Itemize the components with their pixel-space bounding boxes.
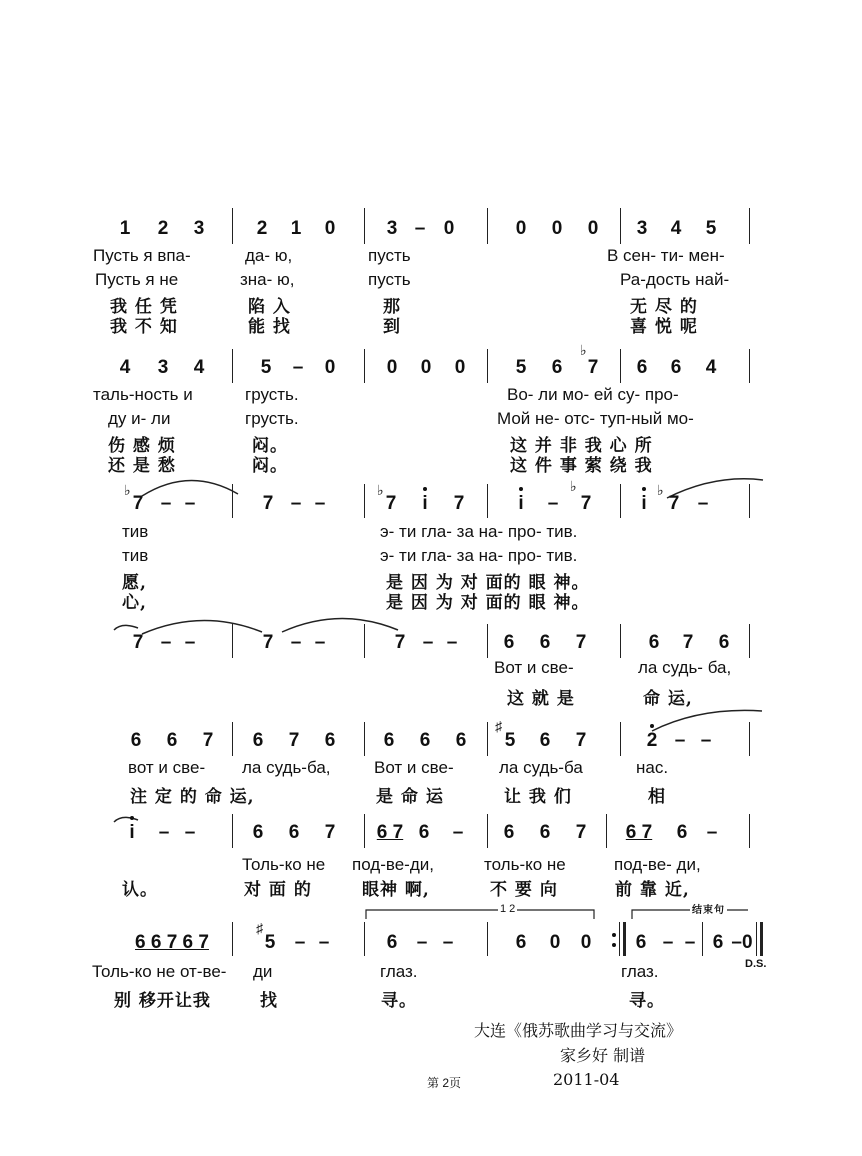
lyric-zh: 相 bbox=[648, 787, 666, 807]
note: 7 bbox=[132, 493, 144, 514]
lyric-ru: Во- ли мо- ей су- про- bbox=[507, 385, 679, 404]
note: 0 bbox=[420, 357, 432, 378]
note: 5 bbox=[504, 730, 516, 751]
note: 7 bbox=[580, 493, 592, 514]
barline bbox=[620, 722, 621, 756]
note: – bbox=[446, 632, 458, 653]
lyric-zh: 能 找 bbox=[248, 317, 291, 337]
barline bbox=[364, 922, 365, 956]
barline bbox=[487, 922, 488, 956]
note: 0 bbox=[549, 932, 561, 953]
lyric-zh: 这 就 是 bbox=[507, 689, 575, 709]
lyric-ru: э- ти гла- за на- про- тив. bbox=[380, 546, 578, 565]
note: 6 bbox=[636, 357, 648, 378]
note: 7 bbox=[575, 822, 587, 843]
lyric-ru: тив bbox=[122, 546, 149, 565]
note: 3 bbox=[636, 218, 648, 239]
tie-arc bbox=[140, 614, 265, 638]
barline bbox=[487, 722, 488, 756]
note: 6 bbox=[712, 932, 724, 953]
sharp-sign: ♯ bbox=[256, 920, 263, 936]
barline bbox=[487, 814, 488, 848]
sharp-sign: ♯ bbox=[495, 718, 502, 734]
lyric-zh: 无 尽 的 bbox=[630, 297, 698, 317]
note: 6 bbox=[539, 822, 551, 843]
flat-sign: ♭ bbox=[570, 478, 577, 494]
barline bbox=[364, 624, 365, 658]
lyric-zh: 闷。 bbox=[252, 436, 288, 456]
lyric-ru: нас. bbox=[636, 758, 669, 777]
lyric-zh: 寻。 bbox=[629, 991, 665, 1011]
lyric-zh: 还 是 愁 bbox=[108, 456, 176, 476]
barline bbox=[606, 814, 607, 848]
note: – bbox=[184, 493, 196, 514]
lyric-zh: 我 不 知 bbox=[110, 317, 178, 337]
lyric-zh: 找 bbox=[260, 991, 278, 1011]
lyric-ru: вот и све- bbox=[128, 758, 206, 777]
high-octave-dot bbox=[650, 724, 654, 728]
lyric-ru: ду и- ли bbox=[108, 409, 171, 428]
note: 6 bbox=[252, 822, 264, 843]
lyric-ru: тив bbox=[122, 522, 149, 541]
note: 1 bbox=[290, 218, 302, 239]
note: i bbox=[518, 493, 524, 514]
barline bbox=[232, 922, 233, 956]
high-octave-dot bbox=[519, 487, 523, 491]
volta-numbers: 1 2 bbox=[500, 903, 516, 915]
barline bbox=[364, 814, 365, 848]
lyric-zh: 别 移开让我 bbox=[114, 991, 211, 1011]
note: – bbox=[314, 493, 326, 514]
note: – bbox=[160, 632, 172, 653]
lyric-ru: Мой не- отс- туп-ный мо- bbox=[497, 409, 694, 428]
lyric-zh: 伤 感 烦 bbox=[108, 436, 176, 456]
note: 6 bbox=[551, 357, 563, 378]
flat-sign: ♭ bbox=[580, 342, 587, 358]
repeat-dot bbox=[612, 943, 616, 947]
note: 4 bbox=[705, 357, 717, 378]
lyric-zh: 是 命 运 bbox=[376, 787, 444, 807]
lyric-zh: 愿, bbox=[122, 573, 147, 593]
note: 6 bbox=[539, 730, 551, 751]
note: – bbox=[314, 632, 326, 653]
lyric-zh: 闷。 bbox=[252, 456, 288, 476]
note: 4 bbox=[670, 218, 682, 239]
note: 6 7 bbox=[376, 822, 404, 843]
lyric-zh: 眼神 啊, bbox=[362, 880, 430, 900]
note: 5 bbox=[260, 357, 272, 378]
note: – bbox=[184, 822, 196, 843]
note: – bbox=[290, 632, 302, 653]
date-label: 2011-04 bbox=[553, 1070, 620, 1089]
high-octave-dot bbox=[642, 487, 646, 491]
note: 6 bbox=[419, 730, 431, 751]
end-phrase-label: 结束句 bbox=[690, 901, 727, 916]
note: – bbox=[452, 822, 464, 843]
barline bbox=[364, 722, 365, 756]
note: 7 bbox=[262, 493, 274, 514]
note: 6 bbox=[670, 357, 682, 378]
barline bbox=[702, 922, 703, 956]
lyric-ru: Вот и све- bbox=[374, 758, 454, 777]
lyric-ru: Толь-ко не bbox=[242, 855, 326, 874]
volta-bracket bbox=[364, 905, 596, 921]
barline bbox=[232, 484, 233, 518]
lyric-zh: 让 我 们 bbox=[504, 787, 572, 807]
lyric-ru: глаз. bbox=[621, 962, 659, 981]
lyric-zh: 这 并 非 我 心 所 bbox=[510, 436, 653, 456]
note: 6 bbox=[455, 730, 467, 751]
lyric-zh: 注 定 的 命 运, bbox=[130, 787, 255, 807]
note: 6 bbox=[386, 932, 398, 953]
note: 6 7 bbox=[625, 822, 653, 843]
note: 2 bbox=[157, 218, 169, 239]
note: 6 6 7 6 7 bbox=[135, 932, 209, 953]
lyric-ru: Пусть я не bbox=[95, 270, 179, 289]
note: 6 bbox=[288, 822, 300, 843]
lyric-ru: под-ве-ди, bbox=[352, 855, 434, 874]
barline bbox=[623, 922, 626, 956]
lyric-ru: ди bbox=[253, 962, 273, 981]
note: 0 bbox=[324, 218, 336, 239]
lyric-ru: глаз. bbox=[380, 962, 418, 981]
repeat-dot bbox=[612, 933, 616, 937]
note: 0 bbox=[515, 218, 527, 239]
lyric-ru: да- ю, bbox=[245, 246, 293, 265]
note: 6 bbox=[539, 632, 551, 653]
lyric-zh: 认。 bbox=[122, 880, 158, 900]
note: i bbox=[641, 493, 647, 514]
note: – bbox=[700, 730, 712, 751]
note: 3 bbox=[386, 218, 398, 239]
lyric-zh: 心, bbox=[122, 593, 147, 613]
flat-sign: ♭ bbox=[377, 482, 384, 498]
note: 6 bbox=[635, 932, 647, 953]
lyric-zh: 我 任 凭 bbox=[110, 297, 178, 317]
lyric-ru: Вот и све- bbox=[494, 658, 574, 677]
note: 6 bbox=[515, 932, 527, 953]
lyric-ru: ла судь-ба, bbox=[242, 758, 331, 777]
lyric-zh: 是 因 为 对 面的 眼 神。 bbox=[386, 573, 590, 593]
note: – bbox=[442, 932, 454, 953]
note: 3 bbox=[157, 357, 169, 378]
lyric-zh: 那 bbox=[383, 297, 401, 317]
barline bbox=[749, 722, 750, 756]
lyric-ru: грусть. bbox=[245, 409, 299, 428]
note: 6 bbox=[718, 632, 730, 653]
note: 6 bbox=[383, 730, 395, 751]
note: – bbox=[422, 632, 434, 653]
note: 5 bbox=[264, 932, 276, 953]
lyric-zh: 这 件 事 萦 绕 我 bbox=[510, 456, 653, 476]
lyric-ru: таль-ность и bbox=[93, 385, 193, 404]
lyric-zh: 对 面 的 bbox=[244, 880, 312, 900]
note: 7 bbox=[394, 632, 406, 653]
note: 7 bbox=[575, 632, 587, 653]
barline bbox=[232, 349, 233, 383]
page-number: 第 2页 bbox=[427, 1076, 462, 1090]
note: – bbox=[294, 932, 306, 953]
credit-line-1: 大连《俄苏歌曲学习与交流》 bbox=[474, 1021, 683, 1040]
note: 0 bbox=[454, 357, 466, 378]
barline bbox=[364, 349, 365, 383]
note: – bbox=[184, 632, 196, 653]
lyric-ru: толь-ко не bbox=[484, 855, 566, 874]
note: 6 bbox=[676, 822, 688, 843]
note: 1 bbox=[119, 218, 131, 239]
note: 7 bbox=[324, 822, 336, 843]
note: 0 bbox=[324, 357, 336, 378]
note: 5 bbox=[515, 357, 527, 378]
note: 6 bbox=[166, 730, 178, 751]
lyric-zh: 是 因 为 对 面的 眼 神。 bbox=[386, 593, 590, 613]
note: – bbox=[414, 218, 426, 239]
note: 0 bbox=[580, 932, 592, 953]
barline bbox=[620, 349, 621, 383]
barline bbox=[232, 814, 233, 848]
note: –0 bbox=[731, 932, 753, 953]
note: 7 bbox=[202, 730, 214, 751]
credit-line-2: 家乡好 制谱 bbox=[560, 1046, 646, 1065]
note: 2 bbox=[646, 730, 658, 751]
note: 7 bbox=[385, 493, 397, 514]
barline bbox=[364, 208, 365, 244]
note: 7 bbox=[682, 632, 694, 653]
note: – bbox=[697, 493, 709, 514]
note: – bbox=[706, 822, 718, 843]
note: – bbox=[318, 932, 330, 953]
barline bbox=[364, 484, 365, 518]
barline bbox=[620, 484, 621, 518]
flat-sign: ♭ bbox=[124, 482, 131, 498]
barline bbox=[620, 624, 621, 658]
barline bbox=[619, 922, 620, 956]
note: – bbox=[292, 357, 304, 378]
note: 6 bbox=[130, 730, 142, 751]
note: 6 bbox=[503, 822, 515, 843]
lyric-ru: ла судь-ба bbox=[499, 758, 583, 777]
note: 6 bbox=[252, 730, 264, 751]
lyric-zh: 喜 悦 呢 bbox=[630, 317, 698, 337]
note: 0 bbox=[443, 218, 455, 239]
lyric-ru: Толь-ко не от-ве- bbox=[92, 962, 227, 981]
lyric-ru: В сен- ти- мен- bbox=[607, 246, 725, 265]
note: – bbox=[290, 493, 302, 514]
note: – bbox=[674, 730, 686, 751]
barline bbox=[487, 484, 488, 518]
note: 6 bbox=[418, 822, 430, 843]
lyric-zh: 不 要 向 bbox=[490, 880, 558, 900]
barline bbox=[620, 208, 621, 244]
barline bbox=[232, 208, 233, 244]
note: 7 bbox=[132, 632, 144, 653]
barline bbox=[487, 208, 488, 244]
note: 6 bbox=[503, 632, 515, 653]
lyric-zh: 命 运, bbox=[643, 689, 693, 709]
note: – bbox=[158, 822, 170, 843]
barline bbox=[749, 349, 750, 383]
note: 7 bbox=[453, 493, 465, 514]
note: 7 bbox=[587, 357, 599, 378]
note: – bbox=[547, 493, 559, 514]
tie-arc bbox=[112, 614, 142, 634]
lyric-zh: 寻。 bbox=[381, 991, 417, 1011]
note: 0 bbox=[587, 218, 599, 239]
note: – bbox=[416, 932, 428, 953]
tie-arc bbox=[112, 808, 142, 828]
note: 7 bbox=[575, 730, 587, 751]
note: 7 bbox=[668, 493, 680, 514]
note: i bbox=[422, 493, 428, 514]
lyric-ru: ла судь- ба, bbox=[638, 658, 732, 677]
lyric-ru: под-ве- ди, bbox=[614, 855, 701, 874]
note: – bbox=[684, 932, 696, 953]
ds-mark: D.S. bbox=[745, 958, 767, 970]
flat-sign: ♭ bbox=[657, 482, 664, 498]
note: i bbox=[129, 822, 135, 843]
note: 6 bbox=[648, 632, 660, 653]
note: – bbox=[160, 493, 172, 514]
lyric-zh: 陷 入 bbox=[248, 297, 291, 317]
barline bbox=[487, 624, 488, 658]
note: 3 bbox=[193, 218, 205, 239]
note: 4 bbox=[119, 357, 131, 378]
high-octave-dot bbox=[130, 816, 134, 820]
barline bbox=[232, 624, 233, 658]
barline bbox=[749, 208, 750, 244]
barline bbox=[756, 922, 757, 956]
note: – bbox=[662, 932, 674, 953]
note: 2 bbox=[256, 218, 268, 239]
lyric-ru: грусть. bbox=[245, 385, 299, 404]
note: 6 bbox=[324, 730, 336, 751]
lyric-ru: Ра-дость най- bbox=[620, 270, 730, 289]
note: 0 bbox=[551, 218, 563, 239]
tie-arc bbox=[665, 474, 765, 504]
note: 7 bbox=[262, 632, 274, 653]
barline bbox=[232, 722, 233, 756]
barline bbox=[749, 484, 750, 518]
note: 0 bbox=[386, 357, 398, 378]
note: 5 bbox=[705, 218, 717, 239]
barline bbox=[749, 624, 750, 658]
barline bbox=[749, 814, 750, 848]
lyric-ru: пусть bbox=[368, 270, 411, 289]
lyric-ru: пусть bbox=[368, 246, 411, 265]
lyric-ru: Пусть я впа- bbox=[93, 246, 191, 265]
note: 7 bbox=[288, 730, 300, 751]
barline bbox=[760, 922, 763, 956]
lyric-ru: э- ти гла- за на- про- тив. bbox=[380, 522, 578, 541]
high-octave-dot bbox=[423, 487, 427, 491]
lyric-zh: 前 靠 近, bbox=[615, 880, 690, 900]
barline bbox=[487, 349, 488, 383]
lyric-ru: зна- ю, bbox=[240, 270, 295, 289]
lyric-zh: 到 bbox=[383, 317, 401, 337]
note: 4 bbox=[193, 357, 205, 378]
